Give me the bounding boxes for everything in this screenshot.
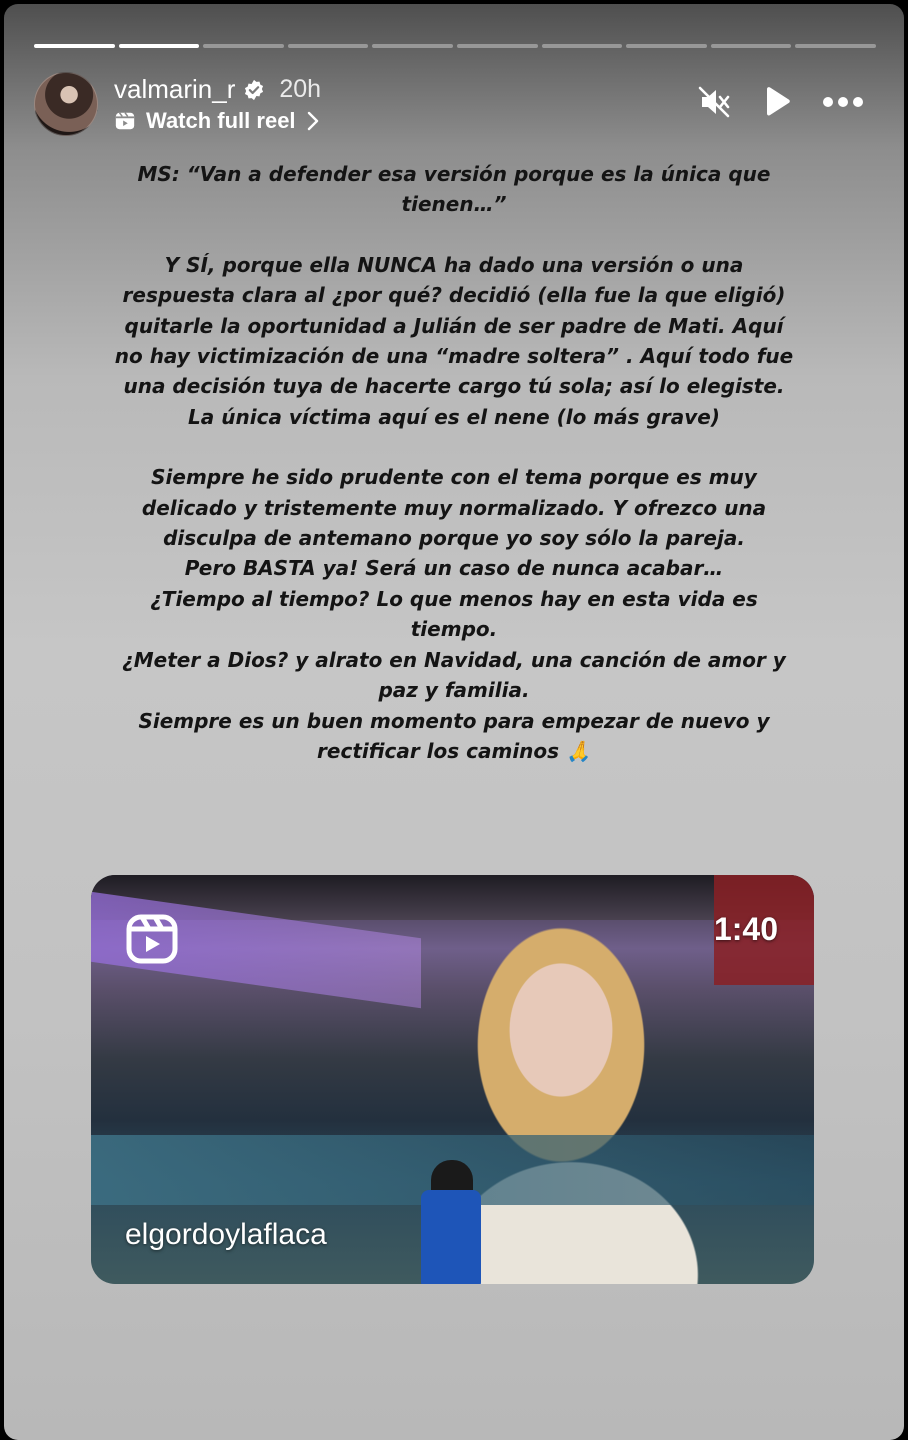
progress-segment [711, 44, 792, 48]
avatar[interactable] [34, 72, 98, 136]
reel-icon [125, 911, 179, 970]
progress-segment [457, 44, 538, 48]
progress-segment [626, 44, 707, 48]
caption-paragraph: MS: “Van a defender esa versión porque es la única que tienen…” [137, 162, 771, 217]
progress-segment [34, 44, 115, 48]
story-viewer[interactable] [4, 4, 904, 1440]
watch-full-reel-label: Watch full reel [146, 108, 296, 133]
progress-segment [288, 44, 369, 48]
story-caption [114, 159, 794, 766]
more-options-button[interactable] [822, 96, 864, 108]
verified-badge-icon [243, 79, 265, 101]
chevron-right-icon [306, 111, 320, 131]
reel-author[interactable]: elgordoylaflaca [125, 1218, 327, 1251]
watch-full-reel-link[interactable] [114, 108, 320, 134]
play-button[interactable] [762, 86, 792, 118]
reel-duration: 1:40 [713, 911, 778, 947]
caption-paragraph: Y SÍ, porque ella NUNCA ha dado una versión o una respuesta clara al ¿por qué? decidió (ella fue la que eligió) quitarle la oportunidad a Julián de ser padre de Mati. Aquí no hay victimización de una “madre soltera” . Aquí todo fue una decisión tuya de hacerte cargo tú sola; así lo elegiste. La única víctima aquí es el nene (lo más grave) [114, 252, 794, 429]
more-dots-icon [822, 96, 864, 108]
story-progress-bar [34, 44, 876, 48]
header-actions [696, 84, 864, 120]
progress-segment [542, 44, 623, 48]
username-row [114, 74, 321, 105]
progress-segment [119, 44, 200, 48]
progress-segment [795, 44, 876, 48]
microphone [421, 1190, 481, 1284]
progress-segment [372, 44, 453, 48]
post-time: 20h [279, 75, 322, 103]
reel-icon [114, 110, 136, 132]
mute-button[interactable] [696, 84, 732, 120]
play-icon [762, 86, 792, 118]
caption-paragraph: Siempre he sido prudente con el tema porque es muy delicado y tristemente muy normalizado. Y ofrezco una disculpa de antemano porque yo soy sólo la pareja. Pero BASTA ya! Será un caso de nunca acabar… ¿Tiempo al tiempo? Lo que menos hay en esta vida es tiempo. ¿Meter a Dios? y alrato en Navidad, una canción de amor y paz y familia. Siempre es un buen momento para empezar de nuevo y rectificar los caminos 🙏 [122, 465, 786, 763]
username[interactable]: valmarin_r [114, 74, 236, 104]
story-header [34, 70, 876, 136]
progress-segment [203, 44, 284, 48]
speaker-muted-icon [696, 84, 732, 120]
shared-reel-card[interactable] [91, 875, 814, 1284]
